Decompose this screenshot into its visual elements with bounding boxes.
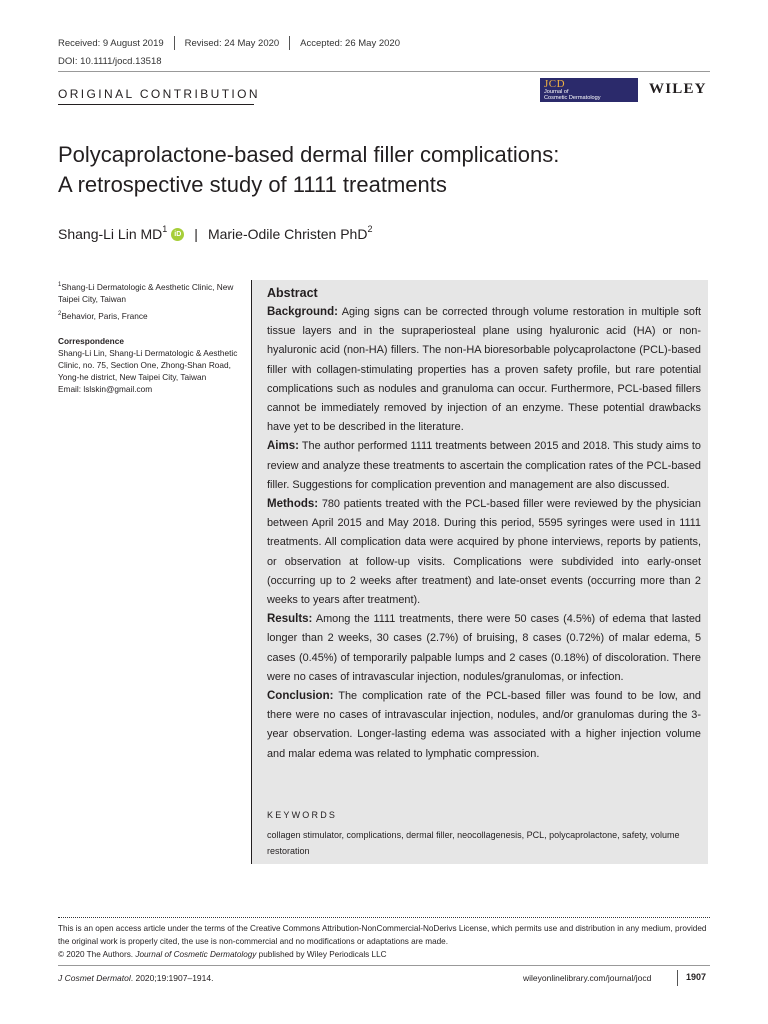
affiliation-1-marker: 1: [58, 282, 62, 288]
journal-logo-line2: Cosmetic Dermatology: [544, 95, 601, 101]
citation-volume: . 2020;19:1907–1914.: [130, 973, 214, 983]
license-line-2: [58, 948, 710, 961]
page-divider: [677, 970, 678, 986]
author-list: [58, 226, 372, 242]
methods-text: 780 patients treated with the PCL-based filler were reviewed by the physician between April 2015 and May 2018. During this period, 5595 syringes were used in 1111 treatments. All complication data were acquired by phone interviews, reports by patients, or observation at follow-up visits. Complications were subdivided into early-onset (occurring up to 2 weeks after treatment) and late-onset events (occurring more than 2 weeks to years after treatment).: [267, 498, 701, 607]
affiliation-2-text: Behavior, Paris, France: [61, 310, 148, 321]
divider: [289, 36, 290, 50]
keywords: collagen stimulator, complications, dermal filler, neocollagenesis, PCL, polycaprolactone, safety, volume restoration: [267, 830, 680, 856]
author-separator: |: [194, 226, 198, 242]
abstract-conclusion: [267, 687, 701, 764]
affiliation-2: [58, 308, 243, 322]
methods-label: Methods:: [267, 498, 319, 511]
journal-logo: [540, 78, 638, 102]
affiliation-2-marker: 2: [58, 311, 62, 317]
abstract-heading: Abstract: [267, 286, 318, 300]
affiliation-1: [58, 279, 243, 305]
section-label: ORIGINAL CONTRIBUTION: [58, 87, 260, 101]
revised-date: Revised: 24 May 2020: [184, 37, 280, 49]
correspondence-address: Shang-Li Lin, Shang-Li Dermatologic & Aesthetic Clinic, no. 75, Section One, Zhong-Shan Road, Yong-he district, New Taipei City, Taiwan: [58, 348, 238, 382]
license-text: [58, 922, 710, 961]
conclusion-label: Conclusion:: [267, 690, 334, 703]
results-label: Results:: [267, 613, 313, 626]
correspondence: [58, 335, 243, 395]
keywords-heading: KEYWORDS: [267, 810, 338, 820]
journal-logo-abbr: JCD: [544, 78, 566, 90]
conclusion-text: The complication rate of the PCL-based filler was found to be low, and there were no cases of intravascular injection, nodules, and/or granulomas during the 3-year observation. Longer-lasting edema was associated with a higher injection volume and malar edema was related to lymphatic compression.: [267, 690, 701, 760]
page-number: 1907: [686, 972, 707, 982]
correspondence-heading: Correspondence: [58, 336, 124, 346]
orcid-icon[interactable]: iD: [171, 228, 184, 241]
citation: [58, 973, 213, 983]
article-title: [58, 140, 708, 200]
title-line-2: A retrospective study of 1111 treatments: [58, 172, 447, 197]
footer-rule: [58, 965, 710, 966]
correspondence-email[interactable]: Email: lslskin@gmail.com: [58, 384, 153, 394]
abstract: [267, 284, 701, 764]
doi: DOI: 10.1111/jocd.13518: [58, 56, 162, 67]
author-1: Shang-Li Lin MD: [58, 226, 163, 242]
author-1-affil: 1: [162, 224, 168, 234]
results-text: Among the 1111 treatments, there were 50 cases (4.5%) of edema that lasted longer than 2 weeks, 30 cases (2.7%) of bruising, 8 cases (0.72%) of malar edema, 5 cases (0.45%) of temporarily palpable lumps and 2 cases (0.18%) of discoloration. There were no cases of intravascular injection, nodules/granulomas, or infection.: [267, 613, 701, 683]
accepted-date: Accepted: 26 May 2020: [300, 37, 400, 49]
header-rule: [58, 71, 710, 72]
license-line-1: This is an open access article under the terms of the Creative Commons Attribution-NonCommercial-NoDerivs License, which permits use and distribution in any medium, provided the original work is properly cited, the use is non-commercial and no modifications or adaptations are made.: [58, 924, 707, 946]
background-label: Background:: [267, 306, 338, 318]
abstract-background: [267, 303, 701, 437]
copyright: © 2020 The Authors.: [58, 950, 136, 959]
section-rule: [58, 104, 254, 105]
received-date: Received: 9 August 2019: [58, 37, 164, 49]
journal-logo-line1: Journal of: [544, 89, 569, 95]
divider: [174, 36, 175, 50]
background-text: Aging signs can be corrected through volume restoration in multiple soft tissue layers and in the supraperiosteal plane using hyaluronic acid (HA) or non-hyaluronic acid (non-HA) fillers. The non-HA bioresorbable polycaprolactone (PCL)-based filler with collagen-stimulating properties has a proven safety profile, but rare potential complications such as nodules and granuloma can occur. Furthermore, PCL-based fillers cannot be immediately removed by injection of an enzyme. These potential drawbacks have yet to be described in the literature.: [267, 306, 701, 434]
aims-label: Aims:: [267, 440, 299, 453]
affiliation-1-text: Shang-Li Dermatologic & Aesthetic Clinic, New Taipei City, Taiwan: [58, 281, 234, 304]
aims-text: The author performed 1111 treatments between 2015 and 2018. This study aims to review and analyze these treatments to ascertain the complication rates of the PCL-based filler. Suggestions for complication prevention and management are also discussed.: [267, 440, 701, 491]
citation-journal: J Cosmet Dermatol: [58, 973, 131, 983]
article-dates: [58, 36, 400, 50]
footer-divider: [58, 917, 710, 918]
abstract-aims: [267, 437, 701, 495]
publisher-logo: WILEY: [649, 81, 707, 97]
author-2-affil: 2: [367, 224, 373, 234]
license-journal: Journal of Cosmetic Dermatology: [135, 950, 257, 959]
author-2: Marie-Odile Christen PhD: [207, 226, 368, 242]
abstract-results: [267, 610, 701, 687]
license-publisher: published by Wiley Periodicals LLC: [256, 950, 387, 959]
title-line-1: Polycaprolactone-based dermal filler complications:: [58, 142, 560, 167]
abstract-methods: [267, 495, 701, 610]
journal-url[interactable]: wileyonlinelibrary.com/journal/jocd: [523, 973, 652, 983]
